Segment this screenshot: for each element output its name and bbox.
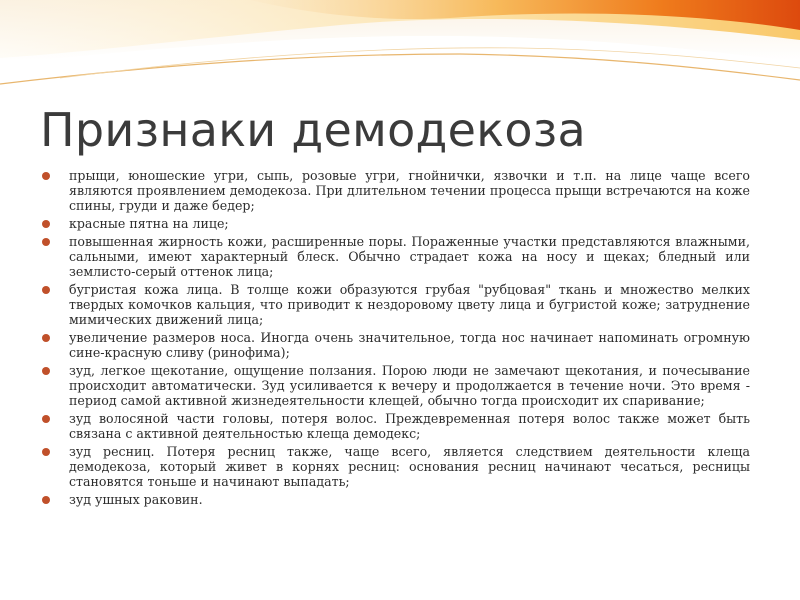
bullet-dot-icon: [42, 367, 50, 375]
bullet-dot-icon: [42, 220, 50, 228]
bullet-dot-icon: [42, 172, 50, 180]
list-item-text: прыщи, юношеские угри, сыпь, розовые угри, гнойнички, язвочки и т.п. на лице чаще всего являются проявлением демодекоза. При длительном течении процесса прыщи встречаются на коже спины, груди и даже бедер;: [69, 168, 750, 214]
header-swoosh-decoration: [0, 0, 800, 110]
list-item-text: увеличение размеров носа. Иногда очень значительное, тогда нос начинает напоминать огромную сине-красную сливу (ринофима);: [69, 330, 750, 361]
bullet-dot-icon: [42, 448, 50, 456]
bullet-list: [42, 168, 750, 510]
bullet-dot-icon: [42, 415, 50, 423]
list-item: [42, 216, 750, 231]
list-item: [42, 330, 750, 360]
list-item: [42, 234, 750, 279]
list-item: [42, 444, 750, 489]
list-item: [42, 411, 750, 441]
list-item-text: зуд ушных раковин.: [69, 492, 203, 508]
bullet-dot-icon: [42, 334, 50, 342]
slide-title: Признаки демодекоза: [40, 103, 587, 157]
list-item-text: повышенная жирность кожи, расширенные поры. Пораженные участки представляются влажными, сальными, имеют характерный блеск. Обычно страдает кожа на носу и щеках; бледный или землисто-серый оттенок лица;: [69, 233, 750, 280]
list-item-text: зуд, легкое щекотание, ощущение ползания. Порою люди не замечают щекотания, и почесывание происходит автоматически. Зуд усиливается к вечеру и продолжается в течение ночи. Это время - период самой активной жизнедеятельности клещей, обычно тогда происходит их спаривание;: [69, 363, 750, 409]
list-item: [42, 282, 750, 327]
list-item: [42, 168, 750, 213]
list-item-text: зуд ресниц. Потеря ресниц также, чаще всего, является следствием деятельности клеща демодекоза, который живет в корнях ресниц: основания ресниц начинают чесаться, ресницы становятся тоньше и начинают выпадать;: [69, 444, 750, 490]
list-item-text: красные пятна на лице;: [69, 216, 229, 232]
list-item: [42, 492, 750, 507]
list-item: [42, 363, 750, 408]
bullet-dot-icon: [42, 286, 50, 294]
bullet-dot-icon: [42, 238, 50, 246]
list-item-text: зуд волосяной части головы, потеря волос. Преждевременная потеря волос также может быть связана с активной деятельностью клеща демодекс;: [69, 411, 750, 442]
list-item-text: бугристая кожа лица. В толще кожи образуются грубая "рубцовая" ткань и множество мелких твердых комочков кальция, что приводит к нездоровому цвету лица и бугристой коже; затруднение мимических движений лица;: [69, 282, 750, 328]
bullet-dot-icon: [42, 496, 50, 504]
